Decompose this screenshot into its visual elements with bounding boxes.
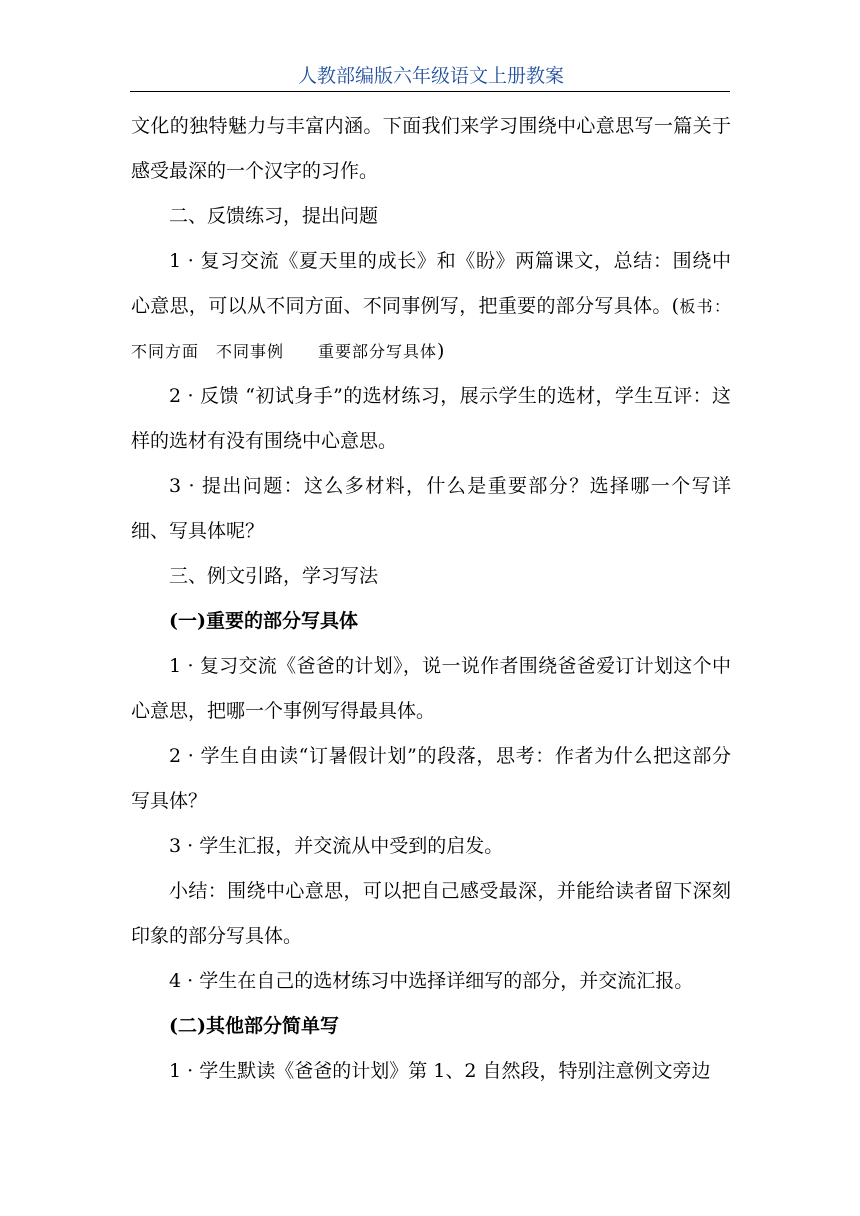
paragraph-raise-question: 3 · 提出问题：这么多材料，什么是重要部分？选择哪一个写详细、写具体呢？ — [131, 475, 731, 542]
paragraph-choose-detail: 4 · 学生在自己的选材练习中选择详细写的部分，并交流汇报。 — [169, 970, 694, 992]
review-lessons-text: 1 · 复习交流《夏天里的成长》和《盼》两篇课文，总结：围绕中心意思，可以从不同方面、不同事例写，把重要的部分写具体。( — [131, 250, 731, 317]
paragraph-continuation: 文化的独特魅力与丰富内涵。下面我们来学习围绕中心意思写一篇关于感受最深的一个汉字的习作。 — [131, 115, 731, 182]
paragraph-summary: 小结：围绕中心意思，可以把自己感受最深，并能给读者留下深刻印象的部分写具体。 — [131, 880, 731, 947]
header-divider — [130, 91, 730, 92]
document-body — [131, 104, 731, 1094]
paragraph-feedback-selection: 2 · 反馈 “初试身手”的选材练习，展示学生的选材，学生互评：这样的选材有没有围绕中心意思。 — [131, 385, 731, 452]
section-heading-example: 三、例文引路，学习写法 — [169, 565, 379, 587]
subheading-other-parts: (二)其他部分简单写 — [169, 1015, 339, 1037]
page-header-title: 人教部编版六年级语文上册教案 — [297, 65, 564, 87]
paragraph-silent-reading: 1 · 学生默读《爸爸的计划》第 1、2 自然段，特别注意例文旁边 — [169, 1060, 711, 1082]
blackboard-note-close: ) — [437, 340, 445, 362]
paragraph-review-lessons — [131, 239, 731, 374]
paragraph-free-reading: 2 · 学生自由读“订暑假计划”的段落，思考：作者为什么把这部分写具体？ — [131, 745, 731, 812]
blackboard-note: 板书：不同方面 不同事例 重要部分写具体 — [131, 297, 731, 361]
section-heading-feedback: 二、反馈练习，提出问题 — [169, 205, 379, 227]
subheading-important-parts: (一)重要的部分写具体 — [169, 610, 358, 632]
paragraph-review-dad-plan: 1 · 复习交流《爸爸的计划》，说一说作者围绕爸爸爱订计划这个中心意思，把哪一个事例写得最具体。 — [131, 655, 731, 722]
paragraph-student-report: 3 · 学生汇报，并交流从中受到的启发。 — [169, 835, 504, 857]
